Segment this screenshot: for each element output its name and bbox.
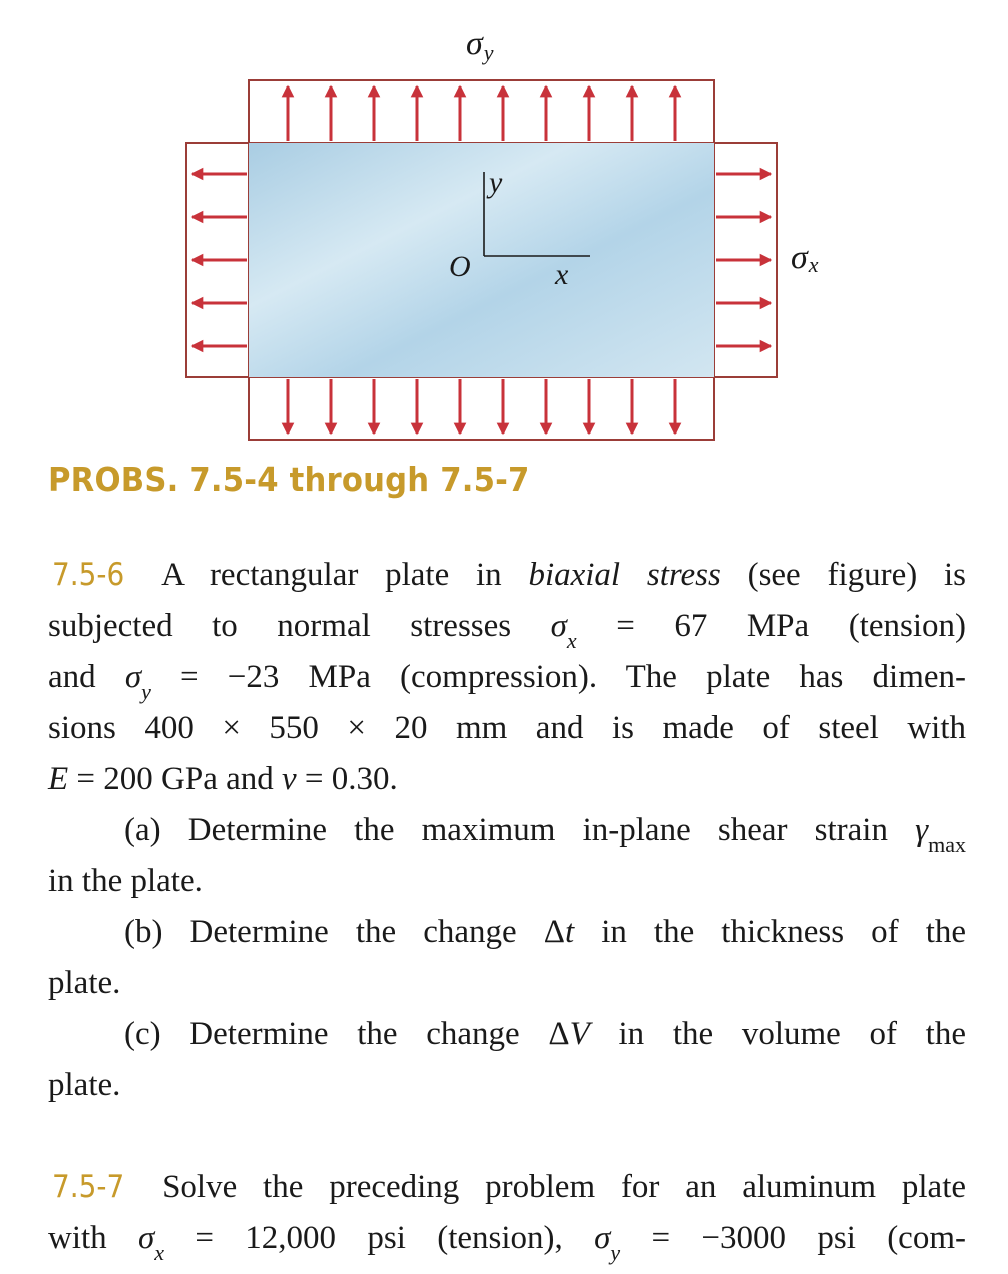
axis-y-label: y xyxy=(489,166,503,199)
part-a-line: in the plate. xyxy=(48,863,203,899)
sigma-x-right-arrows xyxy=(716,174,771,346)
part-c-line: plate. xyxy=(48,1067,121,1103)
part-c-line: (c) Determine the change ΔV in the volume of the xyxy=(124,1016,966,1052)
sigma-y-top-arrows xyxy=(288,86,675,141)
problem-line: with $\sigma_x = 12,000$ psi (tension), $\sigma_y = -3000$ psi (com- xyxy=(48,1220,966,1265)
sigma-x-symbol: $\sigma_x$ xyxy=(138,1220,165,1265)
sigma-x-left-arrows xyxy=(192,174,247,346)
part-a-line: (a) Determine the maximum in-plane shear strain $\gamma_{max}$ xyxy=(124,812,967,857)
problem-line: 7.5-7 Solve the preceding problem for an aluminum plate xyxy=(48,1162,966,1213)
sigma-y-bottom-arrows xyxy=(288,379,675,434)
sigma-y-symbol: $\sigma_y$ xyxy=(594,1220,621,1265)
problem-number: 7.5-7 xyxy=(52,1169,125,1205)
bottom-load-frame xyxy=(249,377,714,440)
problem-line: E = 200 GPa and ν = 0.30. xyxy=(48,761,398,797)
sigma-y-symbol: $\sigma_y$ xyxy=(124,659,151,704)
problem-7-5-7 xyxy=(48,1162,966,1264)
problem-line: sions 400 × 550 × 20 mm and is made of steel with xyxy=(48,710,966,746)
top-load-frame xyxy=(249,80,714,143)
problem-line: and $\sigma_y = -23$ MPa (compression). The plate has dimen- xyxy=(48,659,966,704)
sigma-x-symbol: $\sigma_x$ xyxy=(550,608,577,653)
biaxial-stress-figure xyxy=(0,0,1008,460)
problem-line: subjected to normal stresses $\sigma_x = 67$ MPa (tension) xyxy=(48,608,966,653)
sigma-y-label: σy xyxy=(466,25,494,65)
part-b-line: plate. xyxy=(48,965,121,1001)
origin-label: O xyxy=(449,250,471,283)
axis-x-label: x xyxy=(555,258,569,291)
sigma-x-label: σx xyxy=(791,239,819,277)
plate xyxy=(249,143,714,377)
problem-line: 7.5-6 A rectangular plate in biaxial stress (see figure) is xyxy=(48,550,966,601)
figure-caption: PROBS. 7.5-4 through 7.5-7 xyxy=(48,460,530,499)
problem-7-5-6 xyxy=(48,550,966,1111)
part-b-line: (b) Determine the change Δt in the thickness of the xyxy=(124,914,967,950)
problem-number: 7.5-6 xyxy=(52,557,125,593)
gamma-max-symbol: $\gamma_{max}$ xyxy=(915,812,967,857)
